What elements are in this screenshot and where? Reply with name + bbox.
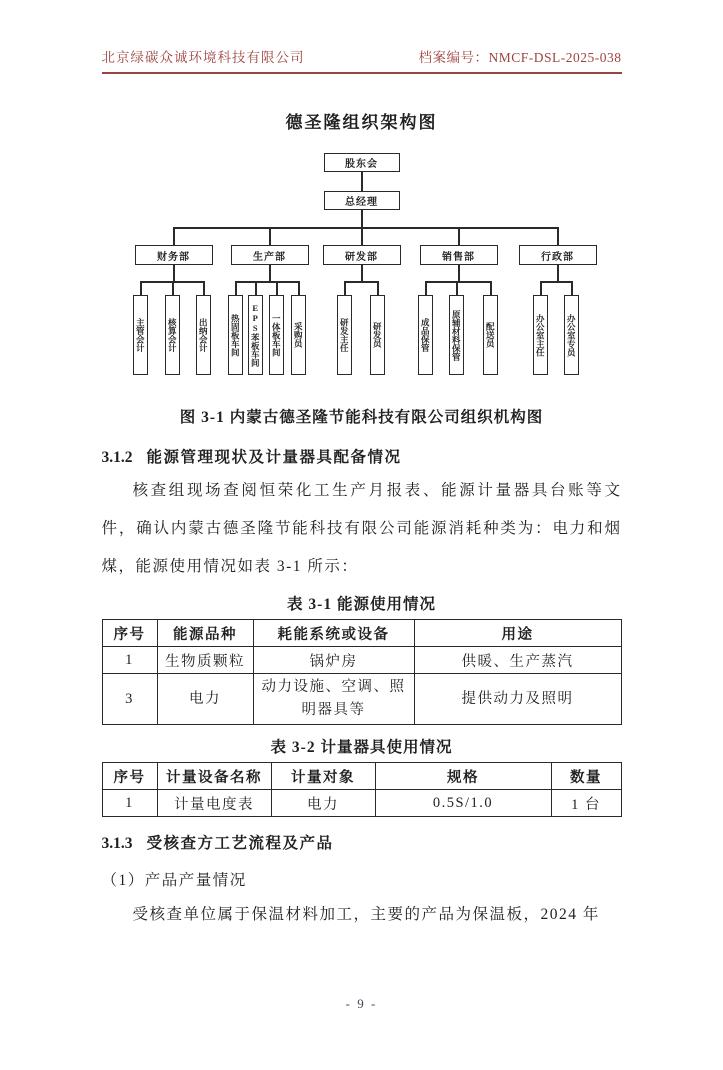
company-name: 北京绿碳众诚环境科技有限公司 <box>101 50 305 65</box>
connector-line <box>276 281 278 295</box>
org-position-box: 出纳会计 <box>196 295 211 375</box>
archive-value: NMCF-DSL-2025-038 <box>488 50 622 65</box>
connector-line <box>540 281 542 295</box>
connector-line <box>540 281 573 283</box>
connector-line <box>571 281 573 295</box>
column-header: 计量设备名称 <box>157 763 271 790</box>
connector-line <box>173 265 175 281</box>
table-cell: 3 <box>102 674 157 725</box>
page-content <box>102 46 622 930</box>
energy-use-table <box>102 619 622 725</box>
org-dept-finance: 财务部 <box>135 245 213 265</box>
table-row <box>102 790 621 817</box>
connector-line <box>203 281 205 295</box>
table-cell: 0.5S/1.0 <box>375 790 551 817</box>
connector-line <box>255 281 257 295</box>
connector-line <box>140 281 142 295</box>
paragraph-312: 核查组现场查阅恒荣化工生产月报表、能源计量器具台账等文件，确认内蒙古德圣隆节能科技有限公司能源消耗种类为：电力和烟煤，能源使用情况如表 3-1 所示： <box>101 482 622 575</box>
table-cell: 1 台 <box>551 790 621 817</box>
figure-caption: 图 3-1 内蒙古德圣隆节能科技有限公司组织机构图 <box>179 409 544 426</box>
org-position-box: 研发员 <box>370 295 385 375</box>
org-position-box: 核算会计 <box>165 295 180 375</box>
org-position-box: 办公室主任 <box>533 295 548 375</box>
metering-devices-table <box>102 762 622 817</box>
org-position-box: 成品保管 <box>418 295 433 375</box>
org-position-box: 原辅材料保管 <box>449 295 464 375</box>
table-header-row <box>102 620 621 647</box>
connector-line <box>235 281 237 295</box>
connector-line <box>361 227 363 245</box>
table-cell: 1 <box>102 790 157 817</box>
table-cell: 锅炉房 <box>253 647 414 674</box>
connector-line <box>172 281 174 295</box>
org-dept-admin: 行政部 <box>519 245 597 265</box>
connector-line <box>557 227 559 245</box>
column-header: 规格 <box>375 763 551 790</box>
document-header <box>102 46 622 74</box>
org-dept-sales: 销售部 <box>420 245 498 265</box>
org-chart <box>102 145 622 381</box>
table-cell: 计量电度表 <box>157 790 271 817</box>
org-chart-title: 德圣隆组织架构图 <box>285 113 438 132</box>
org-position-box: 一体板车间 <box>269 295 284 375</box>
connector-line <box>235 281 300 283</box>
section-heading-313 <box>102 831 622 853</box>
table-row <box>102 647 621 674</box>
connector-line <box>361 172 363 191</box>
org-position-box: 主管会计 <box>133 295 148 375</box>
table-cell: 提供动力及照明 <box>414 674 621 725</box>
org-node-root: 股东会 <box>324 153 400 172</box>
org-dept-production: 生产部 <box>231 245 309 265</box>
section-number: 3.1.2 <box>101 449 133 466</box>
connector-line <box>458 265 460 281</box>
connector-line <box>377 281 379 295</box>
connector-line <box>361 210 363 227</box>
connector-line <box>557 265 559 281</box>
org-position-box: 热固板车间 <box>228 295 243 375</box>
column-header: 序号 <box>102 763 157 790</box>
section-number: 3.1.3 <box>101 835 133 852</box>
connector-line <box>361 265 363 281</box>
org-position-box: 采购员 <box>291 295 306 375</box>
archive-label: 档案编号： <box>418 50 489 65</box>
section-heading-312 <box>102 445 622 467</box>
org-position-box: 配送员 <box>483 295 498 375</box>
sub-heading-product-output: （1）产品产量情况 <box>101 872 247 889</box>
connector-line <box>458 227 460 245</box>
column-header: 耗能系统或设备 <box>253 620 414 647</box>
table-cell: 动力设施、空调、照明器具等 <box>253 674 414 725</box>
connector-line <box>490 281 492 295</box>
paragraph-313: 受核查单位属于保温材料加工，主要的产品为保温板，2024 年 <box>132 906 600 923</box>
table-header-row <box>102 763 621 790</box>
page-number: - 9 - <box>345 996 378 1011</box>
org-node-manager: 总经理 <box>324 191 400 210</box>
table32-caption: 表 3-2 计量器具使用情况 <box>270 739 453 756</box>
table-cell: 生物质颗粒 <box>157 647 253 674</box>
table-cell: 电力 <box>157 674 253 725</box>
archive-number <box>418 46 621 66</box>
org-position-box: 办公室专员 <box>564 295 579 375</box>
connector-line <box>173 227 559 229</box>
connector-line <box>344 281 346 295</box>
org-position-box: 研发主任 <box>337 295 352 375</box>
table31-caption: 表 3-1 能源使用情况 <box>287 596 436 613</box>
column-header: 数量 <box>551 763 621 790</box>
column-header: 能源品种 <box>157 620 253 647</box>
table-cell: 供暖、生产蒸汽 <box>414 647 621 674</box>
connector-line <box>425 281 492 283</box>
org-position-box: EPS苯板车间 <box>248 295 263 375</box>
column-header: 计量对象 <box>271 763 375 790</box>
column-header: 序号 <box>102 620 157 647</box>
org-dept-rnd: 研发部 <box>323 245 401 265</box>
table-cell: 电力 <box>271 790 375 817</box>
column-header: 用途 <box>414 620 621 647</box>
section-title: 受核查方工艺流程及产品 <box>146 835 334 852</box>
connector-line <box>269 227 271 245</box>
table-row <box>102 674 621 725</box>
table-cell: 1 <box>102 647 157 674</box>
connector-line <box>425 281 427 295</box>
connector-line <box>173 227 175 245</box>
connector-line <box>269 265 271 281</box>
connector-line <box>456 281 458 295</box>
connector-line <box>344 281 379 283</box>
section-title: 能源管理现状及计量器具配备情况 <box>146 449 402 466</box>
connector-line <box>298 281 300 295</box>
